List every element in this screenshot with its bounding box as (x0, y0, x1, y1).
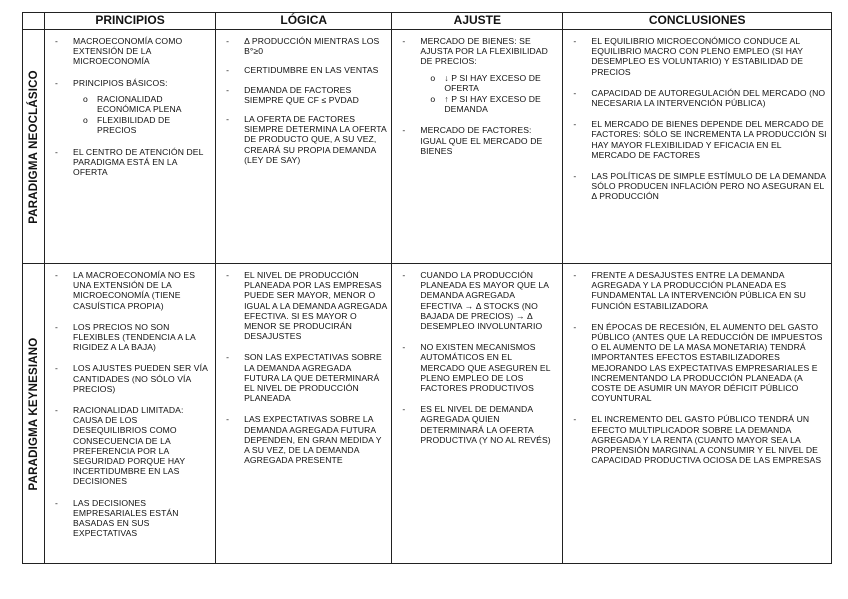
list-item: - EL EQUILIBRIO MICROECONÓMICO CONDUCE AL EQUILIBRIO MACRO CON PLENO EMPLEO (SI HAY DESEMPLEO ES VOLUNTARIO) Y ESTABILIDAD DE PRECIOS (573, 36, 827, 77)
list-item (402, 36, 558, 114)
list-item-text: PRINCIPIOS BÁSICOS: (73, 77, 168, 88)
list-item: - DEMANDA DE FACTORES SIEMPRE QUE CF ≤ PVDAD (226, 85, 387, 105)
cell-ajuste-neoclasico (392, 30, 563, 264)
sub-list-item: o RACIONALIDAD ECONÓMICA PLENA (83, 94, 207, 114)
list-item: - SON LAS EXPECTATIVAS SOBRE LA DEMANDA AGREGADA FUTURA LA QUE DETERMINARÁ EL NIVEL DE PRODUCCIÓN PLANEADA (226, 352, 387, 403)
list-item: - EL INCREMENTO DEL GASTO PÚBLICO TENDRÁ UN EFECTO MULTIPLICADOR SOBRE LA DEMANDA AGREGADA Y LA RENTA (CUANTO MAYOR SEA LA PROPENSIÓN MARGINAL A CONSUMIR Y EL NIVEL DE CAPACIDAD PRODUCTIVA OCIOSA DE LAS EMPRESAS (573, 414, 827, 465)
list-item: - ES EL NIVEL DE DEMANDA AGREGADA QUIEN DETERMINARÁ LA OFERTA PRODUCTIVA (Y NO AL REVÉS) (402, 404, 558, 445)
cell-principios-neoclasico (45, 30, 216, 264)
row-neoclasico (23, 30, 832, 264)
row-label-neoclasico (23, 30, 45, 264)
header-corner (23, 13, 45, 30)
list-item: - EL CENTRO DE ATENCIÓN DEL PARADIGMA ESTÁ EN LA OFERTA (55, 147, 211, 178)
list-item: - EL MERCADO DE BIENES DEPENDE DEL MERCADO DE FACTORES: SÓLO SE INCREMENTA LA PRODUCCIÓN SI HAY MAYOR FLEXIBILIDAD Y EFICACIA EN EL MERCADO DE FACTORES (573, 119, 827, 160)
cell-ajuste-keynesiano (392, 264, 563, 564)
list-item: - EL NIVEL DE PRODUCCIÓN PLANEADA POR LAS EMPRESAS PUEDE SER MAYOR, MENOR O IGUAL A LA DEMANDA AGREGADA EFECTIVA. SI ES MAYOR O MENOR SE PRODUCIRÁN DESAJUSTES (226, 270, 387, 341)
cell-conclusiones-keynesiano (563, 264, 832, 564)
row-label-text: PARADIGMA KEYNESIANO (27, 337, 40, 490)
list-item: - RACIONALIDAD LIMITADA: CAUSA DE LOS DESEQUILIBRIOS COMO CONSECUENCIA DE LA PREFERENCIA POR LA SEGURIDAD PORQUE HAY INCERTIDUMBRE EN LAS DECISIONES (55, 405, 211, 487)
list-item: - CUANDO LA PRODUCCIÓN PLANEADA ES MAYOR QUE LA DEMANDA AGREGADA EFECTIVA → Δ STOCKS (NO BAJADA DE PRECIOS) → Δ DESEMPLEO INVOLUNTARIO (402, 270, 558, 331)
header-conclusiones: CONCLUSIONES (563, 13, 832, 30)
list-item: - LA MACROECONOMÍA NO ES UNA EXTENSIÓN DE LA MICROECONOMÍA (TIENE CASUÍSTICA PROPIA) (55, 270, 211, 311)
list-item: - LAS DECISIONES EMPRESARIALES ESTÁN BASADAS EN SUS EXPECTATIVAS (55, 498, 211, 539)
list-item: - Δ PRODUCCIÓN MIENTRAS LOS B°≥0 (226, 36, 387, 56)
sub-list-item: o FLEXIBILIDAD DE PRECIOS (83, 115, 207, 135)
list-item: - NO EXISTEN MECANISMOS AUTOMÁTICOS EN EL MERCADO QUE ASEGUREN EL PLENO EMPLEO DE LOS FACTORES PRODUCTIVOS (402, 342, 558, 393)
row-keynesiano (23, 264, 832, 564)
list-item (55, 78, 211, 136)
list-item: - LOS PRECIOS NO SON FLEXIBLES (TENDENCIA A LA RIGIDEZ A LA BAJA) (55, 322, 211, 353)
list-item-text: MERCADO DE BIENES: SE AJUSTA POR LA FLEXIBILIDAD DE PRECIOS: (420, 36, 548, 67)
list-item: - LOS AJUSTES PUEDEN SER VÍA CANTIDADES (NO SÓLO VÍA PRECIOS) (55, 363, 211, 394)
comparison-table (22, 12, 832, 564)
cell-logica-neoclasico (216, 30, 392, 264)
list-item: - MACROECONOMÍA COMO EXTENSIÓN DE LA MICROECONOMÍA (55, 36, 211, 67)
cell-conclusiones-neoclasico (563, 30, 832, 264)
list-item: - LAS EXPECTATIVAS SOBRE LA DEMANDA AGREGADA FUTURA DEPENDEN, EN GRAN MEDIDA Y A SU VEZ, DE LA DEMANDA AGREGADA PRESENTE (226, 414, 387, 465)
cell-principios-keynesiano (45, 264, 216, 564)
list-item: - FRENTE A DESAJUSTES ENTRE LA DEMANDA AGREGADA Y LA PRODUCCIÓN PLANEADA ES FUNDAMENTAL LA INTERVENCIÓN PÚBLICA EN SU FUNCIÓN ESTABILIZADORA (573, 270, 827, 311)
list-item: - CERTIDUMBRE EN LAS VENTAS (226, 65, 387, 75)
row-label-text: PARADIGMA NEOCLÁSICO (27, 69, 40, 224)
sub-list-item: o ↑ P SI HAY EXCESO DE DEMANDA (430, 94, 554, 114)
list-item: - LA OFERTA DE FACTORES SIEMPRE DETERMINA LA OFERTA DE PRODUCTO QUE, A SU VEZ, CREARÁ SU PROPIA DEMANDA (LEY DE SAY) (226, 114, 387, 165)
header-ajuste: AJUSTE (392, 13, 563, 30)
list-item: - CAPACIDAD DE AUTOREGULACIÓN DEL MERCADO (NO NECESARIA LA INTERVENCIÓN PÚBLICA) (573, 88, 827, 108)
list-item: - MERCADO DE FACTORES: IGUAL QUE EL MERCADO DE BIENES (402, 125, 558, 156)
row-label-keynesiano (23, 264, 45, 564)
header-row (23, 13, 832, 30)
header-principios: PRINCIPIOS (45, 13, 216, 30)
sub-list-item: o ↓ P SI HAY EXCESO DE OFERTA (430, 73, 554, 93)
cell-logica-keynesiano (216, 264, 392, 564)
list-item: - EN ÉPOCAS DE RECESIÓN, EL AUMENTO DEL GASTO PÚBLICO (ANTES QUE LA REDUCCIÓN DE IMPUESTOS O EL AUMENTO DE LA MASA MONETARIA) TENDRÁ IMPORTANTES EFECTOS ESTABILIZADORES MEJORANDO LAS EXPECTATIVAS EMPRESARIALES E INCREMENTANDO LA PRODUCCIÓN PLANEADA (A COSTE DE ASUMIR UN MAYOR DÉFICIT PÚBLICO COYUNTURAL (573, 322, 827, 404)
list-item: - LAS POLÍTICAS DE SIMPLE ESTÍMULO DE LA DEMANDA SÓLO PRODUCEN INFLACIÓN PERO NO ASEGURAN EL Δ PRODUCCIÓN (573, 171, 827, 202)
header-logica: LÓGICA (216, 13, 392, 30)
